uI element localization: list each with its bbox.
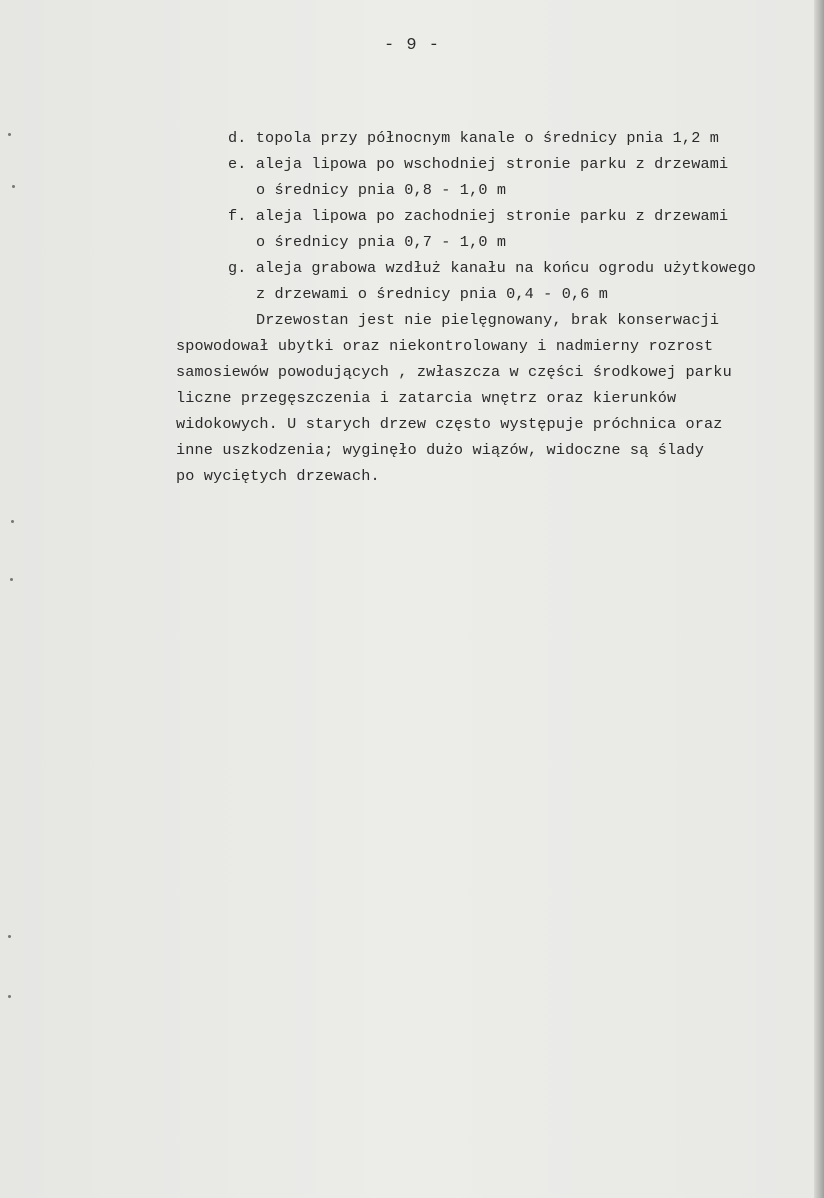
list-item-d: d. topola przy północnym kanale o średnicy pnia 1,2 m — [228, 129, 719, 147]
list-item-g: g. aleja grabowa wzdłuż kanału na końcu ogrodu użytkowego — [228, 259, 757, 277]
list-item-g-continuation: z drzewami o średnicy pnia 0,4 - 0,6 m — [256, 285, 609, 303]
paragraph-line: po wyciętych drzewach. — [176, 467, 380, 485]
paragraph-line: widokowych. U starych drzew często występuje próchnica oraz — [176, 415, 723, 433]
margin-speck — [10, 578, 13, 581]
margin-speck — [8, 133, 11, 136]
paragraph-line: inne uszkodzenia; wyginęło dużo wiązów, widoczne są ślady — [176, 441, 705, 459]
margin-speck — [12, 185, 15, 188]
paragraph-line: Drzewostan jest nie pielęgnowany, brak konserwacji — [256, 311, 720, 329]
list-item-e: e. aleja lipowa po wschodniej stronie parku z drzewami — [228, 155, 729, 173]
paragraph-line: liczne przegęszczenia i zatarcia wnętrz oraz kierunków — [176, 389, 677, 407]
margin-speck — [8, 935, 11, 938]
list-item-e-continuation: o średnicy pnia 0,8 - 1,0 m — [256, 181, 507, 199]
paragraph-line: samosiewów powodujących , zwłaszcza w części środkowej parku — [176, 363, 732, 381]
list-item-f: f. aleja lipowa po zachodniej stronie parku z drzewami — [228, 207, 729, 225]
margin-speck — [11, 520, 14, 523]
list-item-f-continuation: o średnicy pnia 0,7 - 1,0 m — [256, 233, 507, 251]
paragraph-line: spowodował ubytki oraz niekontrolowany i nadmierny rozrost — [176, 337, 714, 355]
page-edge-shadow — [814, 0, 824, 1198]
margin-speck — [8, 995, 11, 998]
page-number: - 9 - — [383, 36, 440, 55]
